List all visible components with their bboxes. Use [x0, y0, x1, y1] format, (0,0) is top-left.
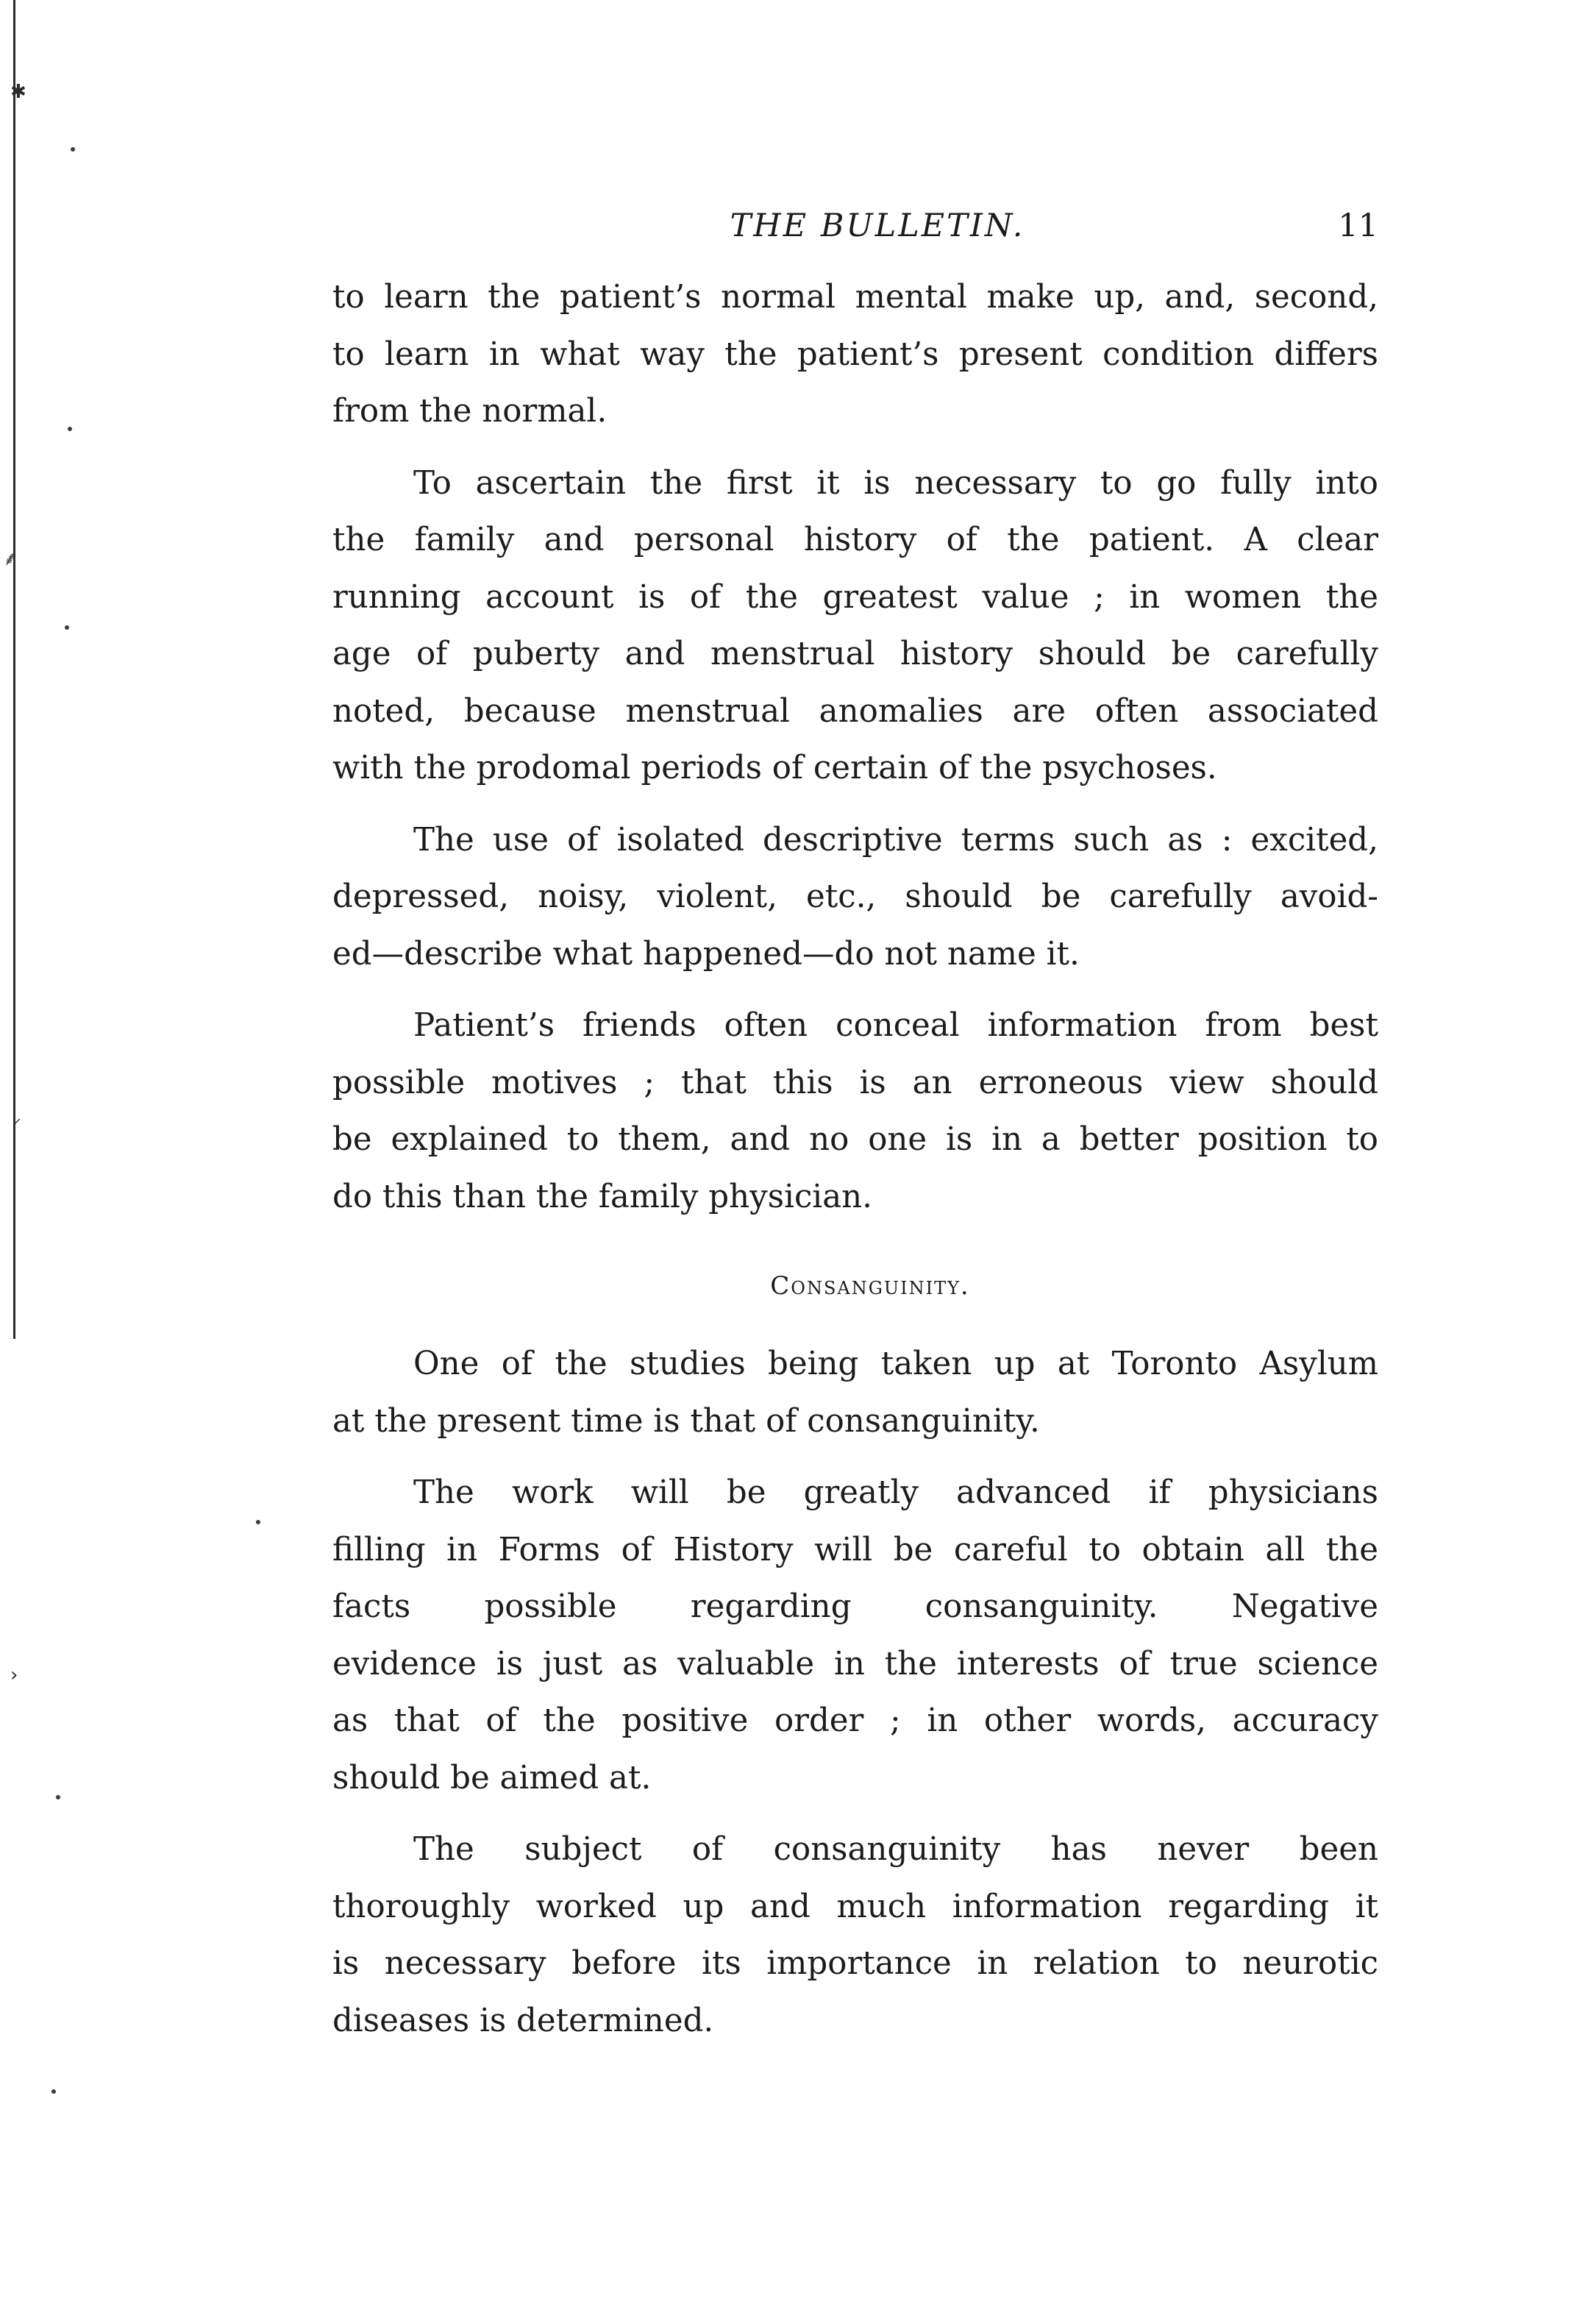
text-line: evidence is just as valuable in the interests of true science — [332, 1645, 1378, 1682]
text-line: should be aimed at. — [332, 1759, 652, 1797]
text-line: The subject of consanguinity has never been — [413, 1831, 1378, 1868]
running-title: THE BULLETIN. — [730, 207, 1025, 244]
text-line: To ascertain the first it is necessary to go fully into — [413, 464, 1378, 502]
page-number: 11 — [1338, 207, 1378, 244]
margin-speck — [56, 1795, 60, 1799]
text-line: diseases is determined. — [332, 2002, 714, 2039]
paragraph — [332, 812, 1378, 984]
text-line: be explained to them, and no one is in a better position to — [332, 1121, 1378, 1158]
margin-speck — [65, 625, 69, 630]
document-page — [332, 207, 1378, 2064]
margin-glyph-mark: ⸙ — [3, 548, 18, 570]
margin-speck — [51, 2089, 56, 2094]
scan-margin — [0, 0, 81, 2324]
text-line: from the normal. — [332, 393, 608, 430]
margin-arrow-mark: ✱ — [10, 81, 26, 103]
text-line: One of the studies being taken up at Toronto Asylum — [413, 1346, 1378, 1382]
margin-rule — [13, 0, 15, 1339]
text-line: to learn in what way the patient’s present condition differs — [332, 335, 1378, 373]
margin-speck — [256, 1520, 260, 1524]
paragraph — [332, 998, 1378, 1226]
text-line: The use of isolated descriptive terms such as : excited, — [413, 821, 1378, 859]
text-line: do this than the family physician. — [332, 1178, 872, 1215]
text-line: The work will be greatly advanced if physicians — [413, 1474, 1378, 1511]
margin-glyph-mark: ⸝ — [12, 1107, 22, 1129]
text-line: thoroughly worked up and much information regarding it — [332, 1888, 1378, 1925]
paragraph — [332, 1465, 1378, 1807]
text-line: Patient’s friends often conceal information from best — [413, 1007, 1378, 1044]
margin-speck — [68, 427, 72, 431]
paragraph — [332, 455, 1378, 797]
text-line: possible motives ; that this is an erroneous view should — [332, 1064, 1378, 1101]
body-text-before — [332, 269, 1378, 1226]
text-line: ed—describe what happened—do not name it. — [332, 935, 1080, 973]
paragraph — [332, 1336, 1378, 1450]
margin-glyph-mark: › — [10, 1664, 18, 1686]
running-header — [332, 207, 1378, 269]
text-line: facts possible regarding consanguinity. Negative — [332, 1588, 1378, 1625]
text-line: running account is of the greatest value ; in women the — [332, 578, 1378, 616]
paragraph — [332, 1822, 1378, 2050]
text-line: to learn the patient’s normal mental make up, and, second, — [332, 279, 1378, 316]
text-line: with the prodomal periods of certain of the psychoses. — [332, 750, 1217, 786]
text-line: as that of the positive order ; in other words, accuracy — [332, 1702, 1378, 1739]
section-heading: Consanguinity. — [770, 1271, 970, 1301]
body-text-after — [332, 1336, 1378, 2050]
text-line: the family and personal history of the patient. A clear — [332, 522, 1378, 558]
margin-speck — [71, 147, 75, 152]
text-line: depressed, noisy, violent, etc., should be carefully avoid- — [332, 878, 1378, 915]
text-line: at the present time is that of consanguinity. — [332, 1402, 1040, 1440]
text-line: filling in Forms of History will be careful to obtain all the — [332, 1531, 1378, 1568]
text-line: is necessary before its importance in relation to neurotic — [332, 1945, 1378, 1982]
text-line: age of puberty and menstrual history should be carefully — [332, 636, 1378, 672]
text-line: noted, because menstrual anomalies are often associated — [332, 692, 1378, 730]
paragraph — [332, 269, 1378, 441]
